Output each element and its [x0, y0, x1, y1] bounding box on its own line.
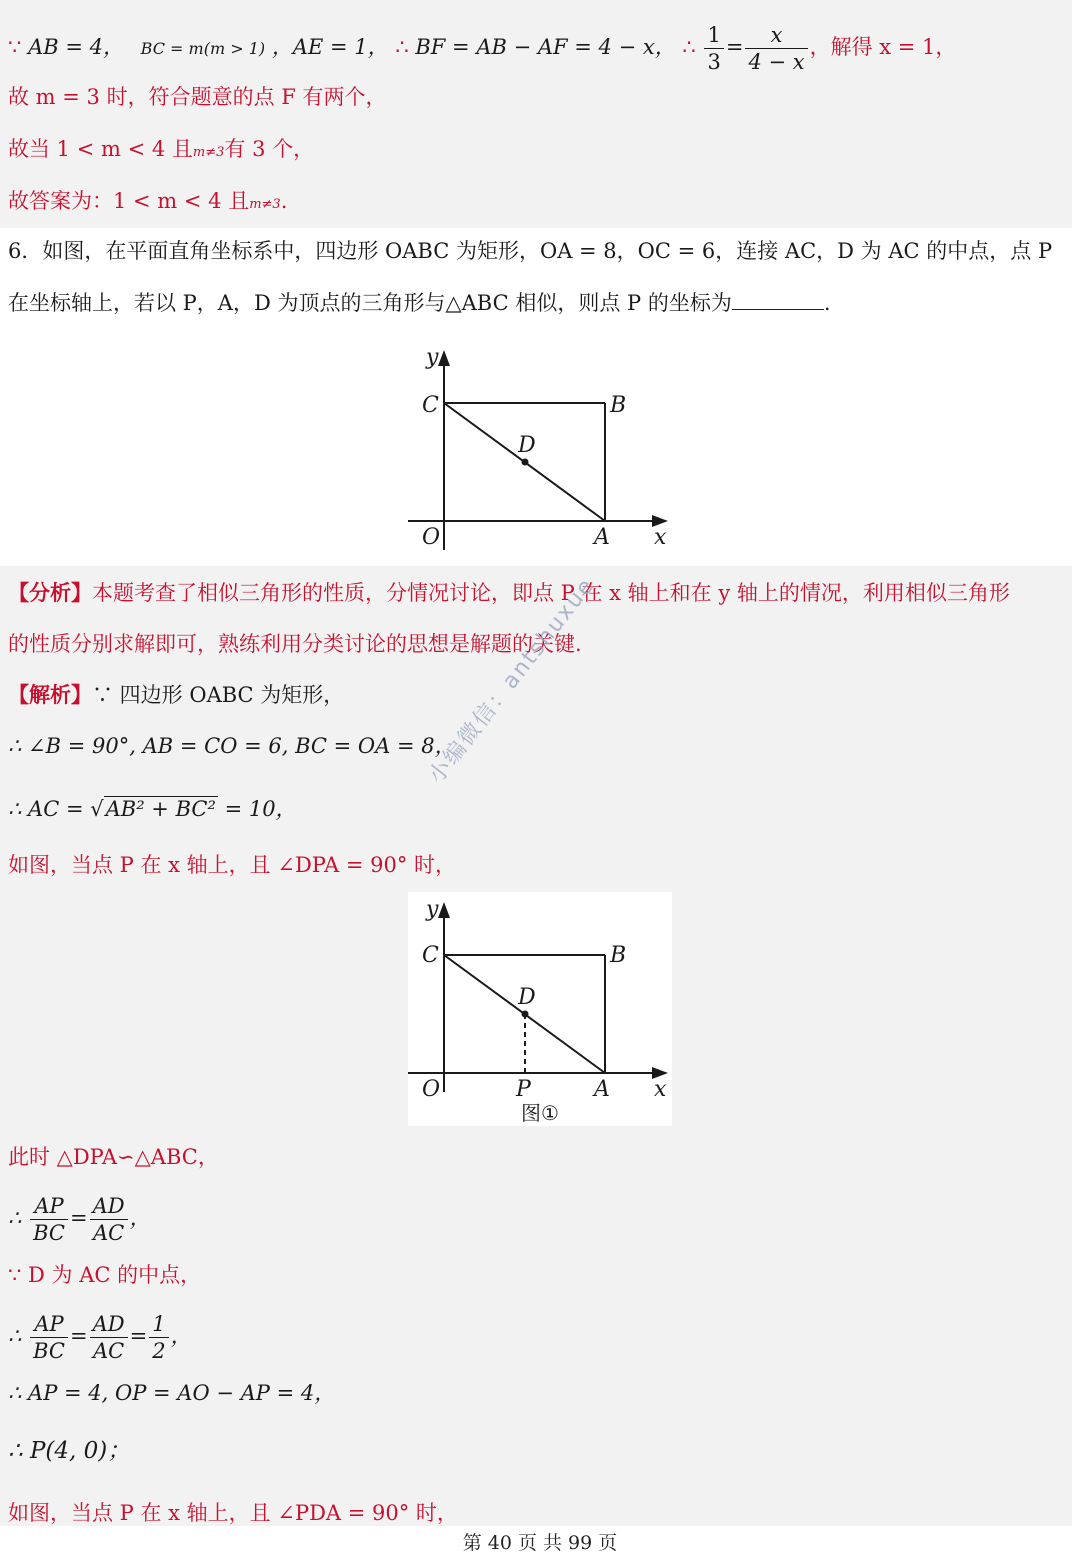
solution2-line-4: ∴ $\frac{AP}{BC}$ = $\frac{AD}{AC}$ = $\frac{1}{2}$ ，: [8, 1312, 192, 1363]
figure-caption: 图①: [521, 1101, 559, 1125]
analysis-tag: 【分析】: [8, 580, 92, 605]
label-y: y: [426, 897, 439, 922]
solution-line-2: ∴ ∠B = 90°, AB = CO = 6, BC = OA = 8，: [8, 734, 456, 758]
solution2-line-5: ∴ AP = 4, OP = AO − AP = 4，: [8, 1381, 336, 1405]
label-p: P: [516, 1077, 531, 1102]
label-b: B: [610, 393, 627, 418]
answer-line-1: ∵ AB = 4， BC = m(m > 1) ，AE = 1， ∴ BF = AB − AF = 4 − x， ∴ $\frac{1}{3}$ = $\frac{x}{4 - x}$ ，解得 x = 1，: [8, 23, 957, 74]
fraction-one-third: $\frac{1}{3}$: [704, 22, 723, 75]
label-o: O: [422, 1077, 441, 1102]
label-y: y: [426, 345, 439, 370]
solution2-line-3: ∵ D 为 AC 的中点，: [8, 1263, 202, 1287]
fraction-x-over: $\frac{x}{4 - x}$: [745, 22, 807, 75]
y-axis-arrow-icon: [438, 902, 450, 918]
label-x: x: [654, 525, 667, 550]
figure-1-diagram: [400, 892, 680, 1126]
midpoint-d: [522, 459, 529, 466]
label-x: x: [654, 1077, 667, 1102]
label-c: C: [422, 943, 439, 968]
label-c: C: [422, 393, 439, 418]
solution2-line-1: 此时 △DPA∽△ABC，: [8, 1145, 219, 1169]
solution-tag: 【解析】: [8, 682, 92, 707]
solution-line-1: 【解析】∵ 四边形 OABC 为矩形，: [8, 682, 345, 707]
answer-line-3: 故当 1 < m < 4 且m≠3有 3 个，: [8, 137, 315, 161]
midpoint-d: [522, 1011, 529, 1018]
page-footer: 第 40 页 共 99 页: [462, 1532, 618, 1554]
solution-line-3: ∴ AC = √AB² + BC² = 10，: [8, 797, 297, 821]
label-a: A: [594, 1077, 610, 1102]
analysis-line-1: 【分析】本题考查了相似三角形的性质，分情况讨论，即点 P 在 x 轴上和在 y 轴上的情况，利用相似三角形: [8, 580, 1010, 605]
figure-rectangle-oabc: [400, 340, 680, 555]
label-a: A: [594, 525, 610, 550]
label-d: D: [518, 985, 536, 1010]
answer-blank: [732, 289, 824, 310]
analysis-line-2: 的性质分别求解即可，熟练利用分类讨论的思想是解题的关键.: [8, 632, 582, 656]
label-o: O: [422, 525, 441, 550]
question-line-2: 在坐标轴上，若以 P，A，D 为顶点的三角形与△ABC 相似，则点 P 的坐标为 .: [8, 291, 831, 315]
solution2-line-6: ∴ P(4, 0)；: [8, 1438, 131, 1464]
question-line-1: 6．如图，在平面直角坐标系中，四边形 OABC 为矩形，OA = 8，OC = 6，连接 AC，D 为 AC 的中点，点 P: [8, 239, 1053, 263]
answer-line-2: 故 m = 3 时，符合题意的点 F 有两个，: [8, 85, 387, 109]
watermark: 小编微信：antshuxue: [423, 572, 600, 789]
solution2-line-2: ∴ $\frac{AP}{BC}$ = $\frac{AD}{AC}$ ，: [8, 1194, 151, 1245]
y-axis-arrow-icon: [438, 350, 450, 366]
label-b: B: [610, 943, 627, 968]
solution2-line-7: 如图，当点 P 在 x 轴上，且 ∠PDA = 90° 时，: [8, 1501, 458, 1525]
label-d: D: [518, 433, 536, 458]
answer-line-4: 故答案为：1 < m < 4 且m≠3.: [8, 189, 288, 213]
solution-line-4: 如图，当点 P 在 x 轴上，且 ∠DPA = 90° 时，: [8, 853, 456, 877]
